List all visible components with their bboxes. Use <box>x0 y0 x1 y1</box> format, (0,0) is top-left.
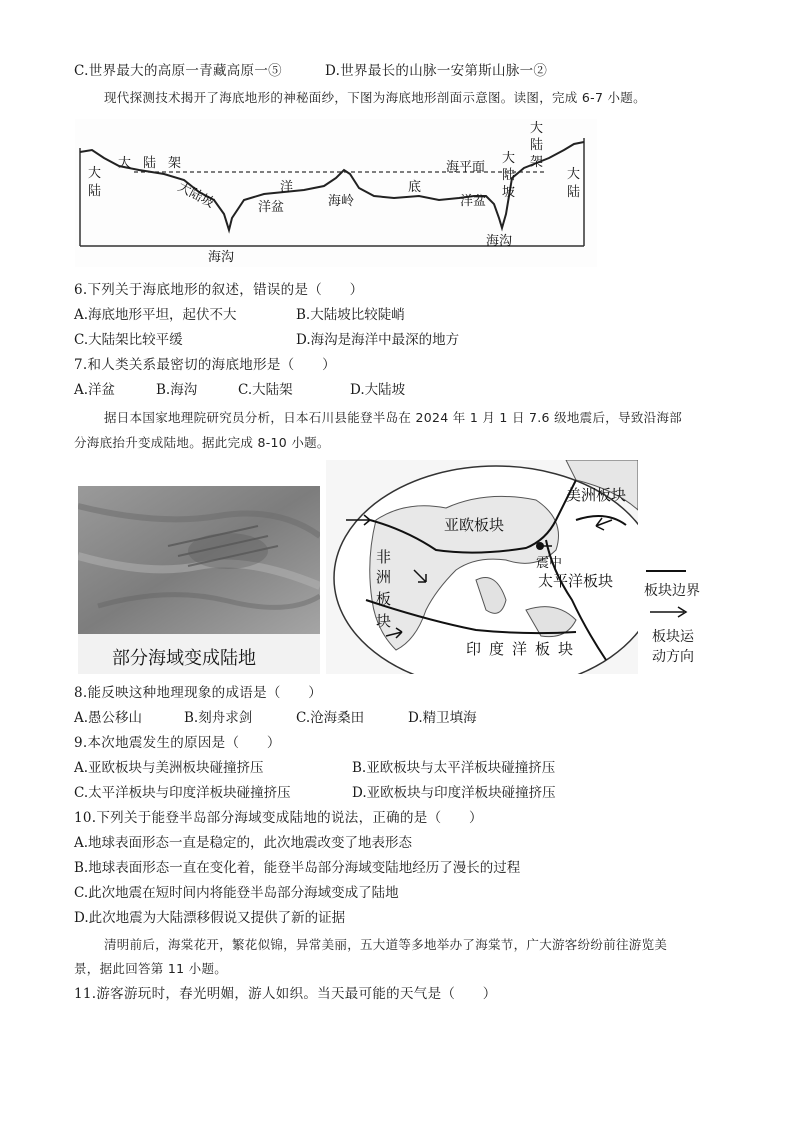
label-continent-left-1: 大 <box>88 166 102 181</box>
q9-option-c: C.太平洋板块与印度洋板块碰撞挤压 <box>74 785 291 801</box>
label-continent-right: 大陆 <box>567 167 581 200</box>
coast-photo-figure <box>78 486 320 674</box>
legend-arrow-icon <box>648 606 688 618</box>
q10-option-d: D.此次地震为大陆漂移假说又提供了新的证据 <box>74 910 346 926</box>
q8-option-d: D.精卫填海 <box>408 710 477 726</box>
coast-photo <box>78 486 320 634</box>
intro-11-line1: 清明前后，海棠花开，繁花似锦，异常美丽，五大道等多地举办了海棠节，广大游客纷纷前往游览美 <box>104 937 668 952</box>
label-america-plate: 美洲板块 <box>566 486 627 504</box>
label-trench-right: 海沟 <box>486 234 513 249</box>
q11-stem: 11.游客游玩时，春光明媚，游人如织。当天最可能的天气是（ ） <box>74 986 497 1002</box>
label-continent-left-2: 陆 <box>88 184 102 199</box>
legend-motion-label-1: 板块运 <box>652 629 694 645</box>
label-ocean-basin-left: 洋盆 <box>258 200 285 215</box>
q6-option-b: B.大陆坡比较陡峭 <box>296 307 405 323</box>
label-slope-right: 大陆坡 <box>502 151 516 200</box>
label-pacific-plate: 太平洋板块 <box>538 572 614 590</box>
q10-option-a: A.地球表面形态一直是稳定的，此次地震改变了地表形态 <box>74 835 413 851</box>
q7-stem: 7.和人类关系最密切的海底地形是（ ） <box>74 357 336 373</box>
label-epicenter: 震中 <box>536 556 563 571</box>
q10-stem: 10.下列关于能登半岛部分海域变成陆地的说法，正确的是（ ） <box>74 810 483 826</box>
label-indian-plate: 印度洋板块 <box>466 640 582 658</box>
q7-option-b: B.海沟 <box>156 382 198 398</box>
q10-option-b: B.地球表面形态一直在变化着，能登半岛部分海域变陆地经历了漫长的过程 <box>74 860 521 876</box>
q8-option-c: C.沧海桑田 <box>296 710 365 726</box>
label-ocean-char: 洋 <box>280 180 294 195</box>
plate-map-legend <box>640 570 720 674</box>
intro-11-line2: 景，据此回答第 11 小题。 <box>74 961 228 976</box>
intro-8-10-line1: 据日本国家地理院研究员分析，日本石川县能登半岛在 2024 年 1 月 1 日 7.6 级地震后，导致沿海部 <box>104 410 683 425</box>
label-di-char: 底 <box>408 180 422 195</box>
q6-option-c: C.大陆架比较平缓 <box>74 332 183 348</box>
q9-option-a: A.亚欧板块与美洲板块碰撞挤压 <box>74 760 264 776</box>
label-ridge: 海岭 <box>328 194 355 209</box>
label-sea-level: 海平面 <box>446 160 486 175</box>
label-slope-left: 大陆坡 <box>175 179 217 212</box>
q9-option-b: B.亚欧板块与太平洋板块碰撞挤压 <box>352 760 556 776</box>
label-shelf-right: 大陆架 <box>530 121 544 170</box>
label-africa-plate-3: 板 <box>376 590 392 608</box>
legend-boundary-line <box>646 570 686 572</box>
label-shelf-left: 大陆架 <box>118 156 194 171</box>
legend-motion-label-2: 动方向 <box>652 649 694 665</box>
q10-option-c: C.此次地震在短时间内将能登半岛部分海域变成了陆地 <box>74 885 399 901</box>
label-africa-plate-2: 洲 <box>376 568 392 586</box>
label-africa-plate-4: 块 <box>376 612 392 630</box>
seafloor-profile-figure <box>74 118 598 268</box>
label-trench-left: 海沟 <box>208 250 235 265</box>
q9-stem: 9.本次地震发生的原因是（ ） <box>74 735 281 751</box>
q8-stem: 8.能反映这种地理现象的成语是（ ） <box>74 685 323 701</box>
q6-option-d: D.海沟是海洋中最深的地方 <box>296 332 460 348</box>
intro-8-10-line2: 分海底抬升变成陆地。据此完成 8-10 小题。 <box>74 435 330 450</box>
q7-option-d: D.大陆坡 <box>350 382 406 398</box>
q6-stem: 6.下列关于海底地形的叙述，错误的是（ ） <box>74 282 364 298</box>
intro-6-7: 现代探测技术揭开了海底地形的神秘面纱，下图为海底地形剖面示意图。读图，完成 6-7 小题。 <box>104 90 646 105</box>
option-d-q5: D.世界最长的山脉一安第斯山脉一② <box>325 63 548 79</box>
legend-boundary-label: 板块边界 <box>644 583 700 599</box>
option-c-q5: C.世界最大的高原一青藏高原一⑤ <box>74 63 282 79</box>
label-africa-plate-1: 非 <box>376 548 392 566</box>
q6-option-a: A.海底地形平坦，起伏不大 <box>74 307 237 323</box>
label-ocean-basin-right: 洋盆 <box>460 194 487 209</box>
q7-option-c: C.大陆架 <box>238 382 293 398</box>
label-eurasia-plate: 亚欧板块 <box>444 516 505 534</box>
q9-option-d: D.亚欧板块与印度洋板块碰撞挤压 <box>352 785 556 801</box>
photo-caption: 部分海域变成陆地 <box>112 648 256 669</box>
q8-option-b: B.刻舟求剑 <box>184 710 253 726</box>
plate-map-figure <box>326 460 638 674</box>
q8-option-a: A.愚公移山 <box>74 710 143 726</box>
q7-option-a: A.洋盆 <box>74 382 116 398</box>
